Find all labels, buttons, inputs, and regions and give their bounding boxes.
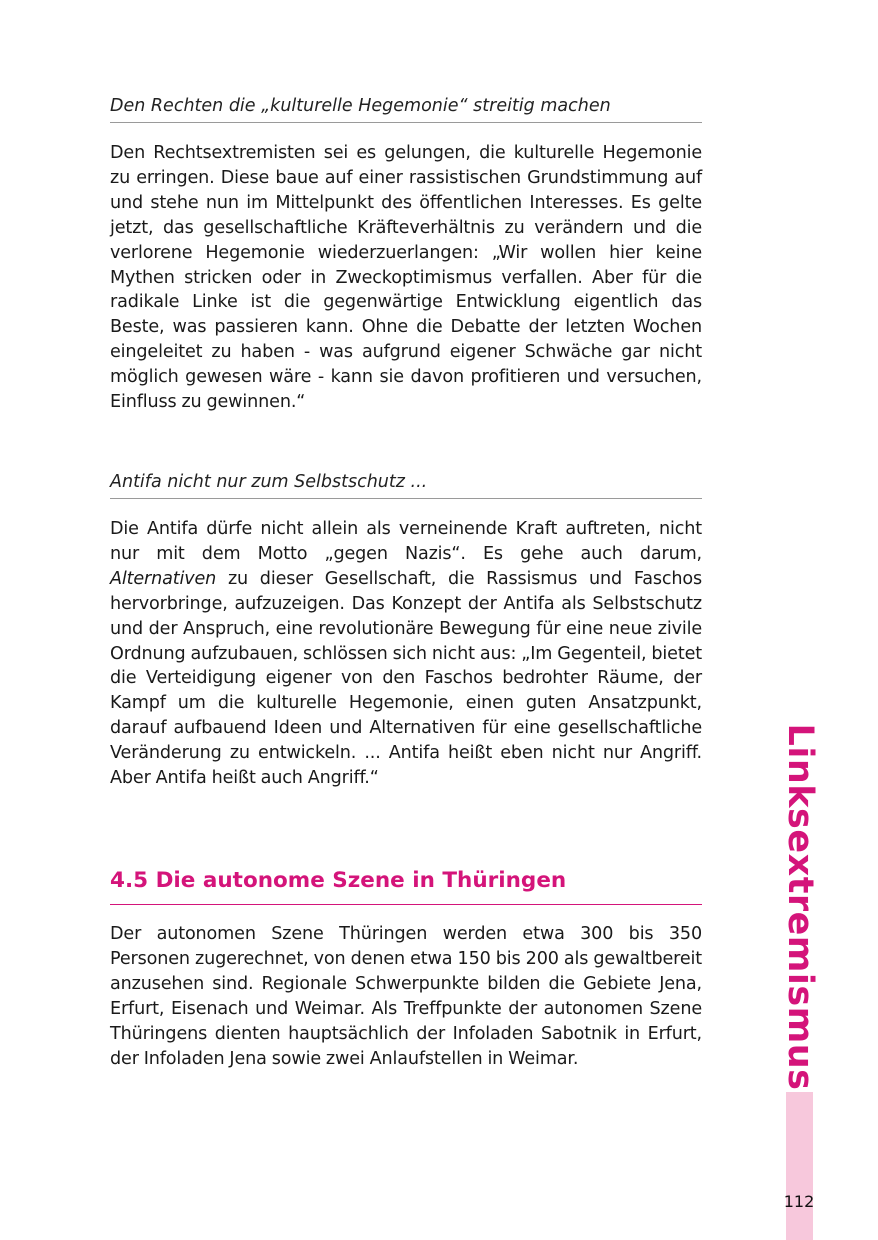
body-paragraph: Der autonomen Szene Thüringen werden etwa 300 bis 350 Personen zugerechnet, von denen etwa 150 bis 200 als gewaltbereit anzusehen sind. Regionale Schwerpunkte bilden die Gebiete Jena, Erfurt, Eisenach und Weimar. Als Treffpunkte der autonomen Szene Thüringens dienten hauptsächlich der Infoladen Sabotnik in Erfurt, der Infoladen Jena sowie zwei Anlaufstellen in Weimar. [110,924,702,1069]
chapter-tab-marker [786,1092,813,1240]
section-antifa-self-protection [110,470,702,791]
paragraph-emphasis: Alternativen [110,568,217,589]
subheading: Den Rechten die „kulturelle Hegemonie“ streitig machen [110,94,702,123]
paragraph-text: zu dieser Gesellschaft, die Rassismus und Faschos hervorbringe, aufzuzeigen. Das Konzept der Antifa als Selbstschutz und der Anspruch, eine revolutionäre Bewegung für eine neue zivile Ordnung aufzubauen, schlössen sich nicht aus: „Im Gegenteil, bietet die Verteidigung eigener von den Faschos bedrohter Räume, der Kampf um die kulturelle Hegemonie, einen guten Ansatzpunkt, darauf aufbauend Ideen und Alternativen für eine gesellschaftliche Veränderung zu entwickeln. ... Antifa heißt eben nicht nur Angriff. Aber Antifa heißt auch Angriff.“ [110,568,702,789]
body-paragraph: Den Rechtsextremisten sei es gelungen, die kulturelle Hegemonie zu erringen. Diese baue auf einer rassistischen Grundstimmung auf und stehe nun im Mittelpunkt des öffentlichen Interesses. Es gelte jetzt, das gesellschaftliche Kräfteverhältnis zu verändern und die verlorene Hegemonie wiederzuerlangen: „Wir wollen hier keine Mythen stricken oder in Zweckoptimismus verfallen. Aber für die radikale Linke ist die gegenwärtige Entwicklung eigentlich das Beste, was passieren kann. Ohne die Debatte der letzten Wochen eingeleitet zu haben - was aufgrund eigener Schwäche gar nicht möglich gewesen wäre - kann sie davon profitieren und versuchen, Einfluss zu gewinnen.“ [110,143,702,413]
chapter-side-title: Linksextremismus [780,723,820,1091]
page-number: 112 [783,1192,815,1211]
subheading: Antifa nicht nur zum Selbstschutz ... [110,470,702,499]
body-paragraph [110,517,702,791]
section-autonomous-scene [110,866,702,1071]
section-heading: 4.5 Die autonome Szene in Thüringen [110,866,702,905]
paragraph-text: Die Antifa dürfe nicht allein als verneinende Kraft auftreten, nicht nur mit dem Motto „gegen Nazis“. Es gehe auch darum, [110,519,702,564]
section-cultural-hegemony [110,94,702,415]
